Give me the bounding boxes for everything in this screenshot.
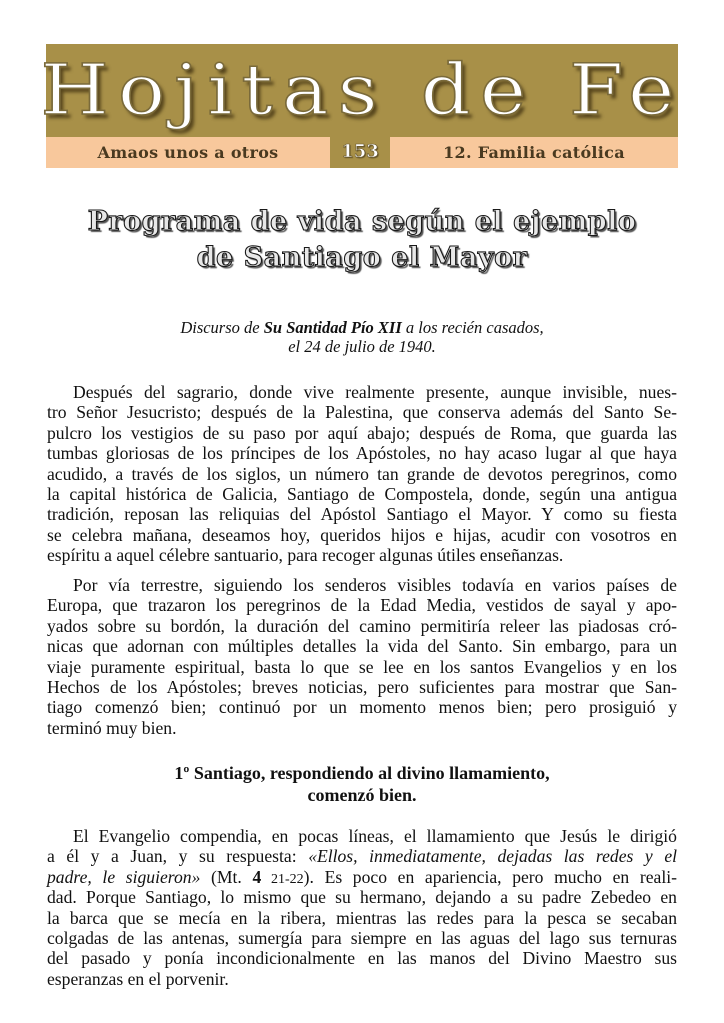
line-text: a él y a Juan, y su respuesta: — [47, 846, 309, 867]
section-heading-line-2: comenzó bien. — [307, 785, 417, 805]
paragraph-line: Después del sagrario, donde vive realmente presente, aunque invisible, nues- — [73, 382, 677, 402]
paragraph-line: tiago comenzó bien; continuó por un momento menos bien; pero prosiguió y — [47, 697, 678, 718]
paragraph-line — [47, 846, 677, 866]
paragraph-line: esperanzas en el porvenir. — [47, 968, 229, 989]
paragraph-line: viaje puramente espiritual, basta lo que se lee en los santos Evangelios y en los — [47, 656, 677, 677]
subtitle-line-2: el 24 de julio de 1940. — [288, 337, 436, 356]
series-section: 12. Familia católica — [443, 143, 625, 162]
masthead-strip — [46, 137, 678, 168]
section-heading — [46, 762, 678, 806]
masthead-title-band — [40, 44, 684, 137]
paragraph-3 — [47, 826, 677, 989]
document-title-line-2: de Santiago el Mayor — [196, 242, 528, 273]
document-title-line-1: Programa de vida según el ejemplo — [87, 206, 637, 237]
paragraph-line: se celebra mañana, deseamos hoy, queridos hijos e hijas, acudir con vosotros en — [47, 524, 677, 545]
section-heading-line-1: 1º Santiago, respondiendo al divino llamamiento, — [174, 763, 550, 783]
subtitle-prefix: Discurso de — [180, 318, 264, 337]
paragraph-line: la barca que se mecía en la ribera, mientras las redes para la pesca se secaban — [47, 907, 678, 928]
paragraph-line: nicas que adornan con múltiples detalles la vida del Santo. Sin embargo, para un — [47, 636, 678, 657]
publication-title: Hojitas de Fe — [40, 49, 684, 131]
paragraph-line: yados sobre su bordón, la duración del camino permitiría releer las piadosas cró- — [47, 615, 677, 636]
paragraph-line: pulcro los vestigios de su paso por aquí abajo; después de Roma, que guarda las — [47, 422, 678, 443]
subtitle-suffix: a los recién casados, — [401, 318, 544, 337]
paragraph-line: acudido, a través de los siglos, un número tan grande de devotos peregrinos, como — [47, 463, 678, 484]
line-text: ). Es poco en apariencia, pero mucho en reali- — [303, 866, 677, 887]
paragraph-line: tradición, reposan las reliquias del Apóstol Santiago el Mayor. Y como su fiesta — [47, 504, 677, 525]
paragraph-line: Europa, que trazaron los peregrinos de la Edad Media, vestidos de sayal y apo- — [47, 595, 677, 616]
paragraph-1 — [47, 382, 677, 566]
paragraph-line: El Evangelio compendia, en pocas líneas, el llamamiento que Jesús le dirigió — [73, 826, 677, 846]
paragraph-line: colgadas de las antenas, sumergía para siempre en las aguas del lago sus ternuras — [47, 927, 678, 948]
masthead-banner — [40, 44, 684, 168]
paragraph-2 — [47, 575, 677, 738]
ref-verses: 21-22 — [261, 871, 304, 887]
series-motto: Amaos unos a otros — [97, 143, 279, 162]
gospel-quote: «Ellos, inmediatamente, dejadas las redes y el — [308, 846, 678, 867]
paragraph-line: dad. Porque Santiago, lo mismo que su hermano, dejando a su padre Zebedeo en — [47, 887, 677, 908]
gospel-quote-end: padre, le siguieron» — [47, 866, 201, 887]
paragraph-line: tro Señor Jesucristo; después de la Palestina, que conserva además del Santo Se- — [47, 402, 677, 423]
document-subtitle — [46, 318, 678, 356]
paragraph-line: tumbas gloriosas de los príncipes de los Apóstoles, no hay acaso lugar al que haya — [47, 443, 677, 464]
issue-number: 153 — [330, 135, 390, 168]
paragraph-line: del pasado y ponía incondicionalmente en las manos del Divino Maestro sus — [47, 948, 678, 969]
ref-chapter: 4 — [252, 866, 262, 887]
paragraph-line: terminó muy bien. — [47, 717, 177, 738]
ref-open: (Mt. — [200, 866, 253, 887]
paragraph-line: espíritu a aquel célebre santuario, para recoger algunas útiles enseñanzas. — [47, 545, 564, 566]
paragraph-line: Hechos de los Apóstoles; breves noticias, pero suficientes para mostrar que San- — [47, 676, 678, 697]
subtitle-line-1 — [46, 318, 678, 337]
paragraph-line: Por vía terrestre, siguiendo los senderos visibles todavía en varios países de — [73, 575, 677, 595]
paragraph-line — [47, 867, 677, 887]
paragraph-line: la capital histórica de Galicia, Santiago de Compostela, donde, según una antigua — [47, 483, 678, 504]
subtitle-author: Su Santidad Pío XII — [263, 318, 402, 337]
document-title — [46, 204, 678, 276]
